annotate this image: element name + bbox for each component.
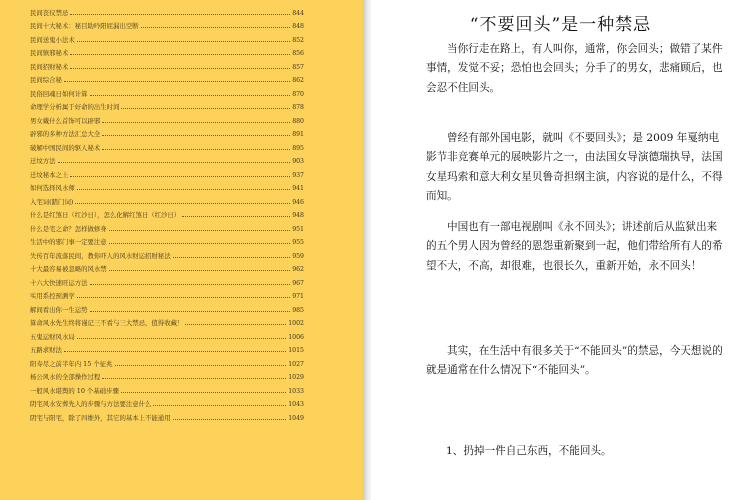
toc-entry-page-number: 844 [292, 9, 304, 17]
toc-entry-title: 民间丧仪禁忌 [30, 8, 69, 17]
toc-entry-page-number: 1015 [288, 347, 304, 354]
article-paragraph: 其实，在生活中有很多关于“不能回头”的禁忌，今天想说的就是通常在什么情况下“不能回头”。 [426, 345, 723, 377]
article-paragraph: 当你行走在路上，有人叫你，通常，你会回头；做错了某件事情，发觉不妥；恐怕也会回头；分手了的男女，悲痛顾后，也会忍不住回头。 [426, 43, 723, 94]
article-title: “不要回头”是一种禁忌 [469, 15, 652, 35]
toc-entry[interactable] [30, 57, 304, 71]
toc-entry-page-number: 857 [292, 63, 304, 71]
toc-entry-page-number: 878 [292, 104, 304, 111]
toc-entry-page-number: 941 [292, 185, 304, 192]
toc-entry[interactable] [30, 98, 304, 112]
toc-entry[interactable] [30, 314, 304, 328]
toc-entry[interactable] [30, 368, 304, 382]
article-paragraph: 曾经有部外国电影，就叫《不要回头》；是 2009 年戛纳电影节非竞赛单元的展映影片之一，由法国女导演德瑞执导，法国女星玛索和意大利女星贝鲁奇担纲主演，内容说的是什么，不得而知。 [426, 132, 723, 203]
toc-entry-title: 杨公风水的全部操作过程 [30, 373, 101, 381]
toc-entry-title: 五鬼运财风水局 [30, 332, 75, 341]
toc-entry-title: 民间综合秘 [30, 76, 62, 84]
toc-entry[interactable] [30, 165, 304, 179]
toc-dot-leader [90, 284, 291, 285]
toc-dot-leader [70, 54, 290, 55]
toc-entry-page-number: 856 [292, 50, 304, 57]
toc-entry[interactable] [30, 408, 304, 422]
table-of-contents [30, 3, 304, 422]
toc-entry-title: 阴宅风水安葬先人的步骤与方法要注意什么 [30, 400, 152, 408]
toc-dot-leader [70, 14, 290, 15]
toc-dot-leader [121, 392, 286, 393]
toc-entry-title: 迁坟方法 [30, 157, 56, 165]
toc-entry-page-number: 1049 [288, 414, 304, 422]
toc-entry-title: 解间看出你一生运势 [30, 305, 88, 314]
toc-dot-leader [102, 122, 290, 123]
toc-entry[interactable] [30, 111, 304, 125]
left-page-toc [0, 0, 363, 500]
toc-entry[interactable] [30, 260, 304, 274]
toc-entry[interactable] [30, 246, 304, 260]
toc-dot-leader [75, 203, 290, 204]
toc-dot-leader [102, 135, 290, 136]
right-page-article [371, 0, 750, 500]
toc-entry-page-number: 1006 [288, 333, 304, 341]
toc-entry-title: 命理学分析属于好命的出生时间 [30, 103, 120, 111]
toc-entry[interactable] [30, 395, 304, 409]
toc-entry-title: 民俗回魂日如何计算 [30, 89, 88, 98]
toc-entry-title: 破解中国民间的驱人秘术 [30, 143, 101, 152]
toc-entry-title: 失传百年流落民间，教你吓人的风水财运招财秘法 [30, 251, 171, 260]
toc-entry-page-number: 1027 [288, 360, 304, 368]
toc-entry-page-number: 880 [292, 117, 304, 125]
toc-dot-leader [90, 311, 291, 312]
toc-dot-leader [70, 176, 290, 177]
toc-entry-page-number: 870 [292, 90, 304, 98]
toc-dot-leader [102, 149, 290, 150]
toc-dot-leader [141, 27, 291, 28]
toc-entry-title: 什么是红煞日（红沙日），怎么化解红煞日（红沙日） [30, 211, 181, 219]
page-gutter [363, 0, 371, 500]
toc-entry-title: 实用系控预测学 [30, 292, 75, 300]
toc-entry-title: 迁坟秘本之上 [30, 170, 69, 179]
toc-dot-leader [109, 270, 291, 271]
toc-entry-page-number: 903 [292, 158, 304, 165]
toc-entry-title: 十大最容易被忽略的风水禁 [30, 265, 107, 273]
toc-entry-page-number: 862 [292, 77, 304, 84]
toc-dot-leader [77, 297, 290, 298]
toc-entry-title: 阴宅与阳宅，除了四维外，其它的基本上不能通用 [30, 413, 171, 422]
toc-entry[interactable] [30, 341, 304, 355]
toc-dot-leader [153, 405, 286, 406]
toc-entry[interactable] [30, 273, 304, 287]
toc-dot-leader [109, 230, 291, 231]
toc-entry-title: 民间送鬼小法术 [30, 35, 75, 44]
toc-entry-page-number: 1043 [288, 401, 304, 408]
toc-dot-leader [102, 378, 286, 379]
toc-dot-leader [173, 257, 291, 258]
toc-entry[interactable] [30, 381, 304, 395]
toc-entry-title: 生活中的邪门事一定要注意 [30, 238, 107, 246]
toc-entry-page-number: 1033 [288, 387, 304, 395]
toc-entry[interactable] [30, 219, 304, 233]
toc-entry-page-number: 1029 [288, 374, 304, 381]
toc-entry-title: 算命风水先生终将谨记三不看与三大禁忌，值得收藏！ [30, 319, 184, 327]
article-list-item: 1、扔掉一件自己东西，不能回头。 [446, 445, 612, 457]
toc-dot-leader [70, 68, 290, 69]
toc-entry-title: 辟邪的多种方法汇总大全 [30, 130, 101, 138]
toc-entry[interactable] [30, 84, 304, 98]
toc-entry[interactable] [30, 192, 304, 206]
toc-dot-leader [115, 365, 287, 366]
toc-entry[interactable] [30, 3, 304, 17]
toc-dot-leader [182, 216, 290, 217]
toc-entry[interactable] [30, 327, 304, 341]
toc-entry-page-number: 951 [292, 225, 304, 233]
toc-dot-leader [64, 351, 286, 352]
toc-dot-leader [90, 95, 291, 96]
toc-dot-leader [121, 108, 290, 109]
toc-entry-page-number: 962 [292, 266, 304, 273]
toc-dot-leader [77, 41, 290, 42]
toc-entry-page-number: 971 [292, 293, 304, 300]
toc-entry-page-number: 852 [292, 36, 304, 44]
toc-entry-title: 五路求财法 [30, 346, 62, 354]
toc-entry-title: 一般风水堪舆的 10 个基础步骤 [30, 386, 119, 395]
toc-entry-title: 什么是宅之命？怎样做修身 [30, 224, 107, 233]
toc-entry-title: 民间十大秘术：秘目助吟阳屁漏出空断 [30, 22, 139, 30]
toc-entry-page-number: 985 [292, 306, 304, 314]
toc-dot-leader [173, 419, 287, 420]
toc-entry-page-number: 948 [292, 212, 304, 219]
toc-entry[interactable] [30, 287, 304, 301]
toc-entry-title: 民间招财秘术 [30, 62, 69, 71]
toc-entry[interactable] [30, 125, 304, 139]
toc-entry[interactable] [30, 300, 304, 314]
toc-entry[interactable] [30, 44, 304, 58]
article-paragraph: 中国也有一部电视剧叫《永不回头》；讲述前后从监狱出来的五个男人因为曾经的恩怨重新聚到一起，他们带给所有人的希望不大，不高，却很难，也很长久，重新开始，永不回头！ [426, 221, 723, 272]
toc-entry-title: 入宅词(踏门词) [30, 197, 74, 206]
toc-entry[interactable] [30, 17, 304, 31]
toc-entry-page-number: 895 [292, 144, 304, 152]
toc-entry-page-number: 1002 [288, 320, 304, 327]
toc-entry-title: 男女戴什么首饰可以辟邪 [30, 116, 101, 125]
toc-entry[interactable] [30, 152, 304, 166]
toc-dot-leader [77, 189, 290, 190]
toc-dot-leader [185, 324, 286, 325]
toc-entry[interactable] [30, 354, 304, 368]
toc-entry[interactable] [30, 179, 304, 193]
toc-entry-page-number: 959 [292, 252, 304, 260]
toc-dot-leader [77, 338, 287, 339]
toc-entry[interactable] [30, 71, 304, 85]
toc-dot-leader [58, 162, 291, 163]
toc-entry-title: 十六大快速旺运方法 [30, 278, 88, 287]
toc-entry[interactable] [30, 30, 304, 44]
toc-entry-page-number: 937 [292, 171, 304, 179]
toc-entry[interactable] [30, 233, 304, 247]
toc-entry[interactable] [30, 206, 304, 220]
toc-entry-page-number: 955 [292, 239, 304, 246]
toc-entry-title: 如何选择风水师 [30, 184, 75, 192]
toc-entry-page-number: 946 [292, 198, 304, 206]
toc-entry-page-number: 967 [292, 279, 304, 287]
toc-entry[interactable] [30, 138, 304, 152]
toc-dot-leader [109, 243, 291, 244]
toc-entry-title: 民间镇邪秘术 [30, 49, 69, 57]
toc-entry-page-number: 848 [292, 23, 304, 30]
toc-dot-leader [64, 81, 290, 82]
toc-entry-page-number: 891 [292, 131, 304, 138]
toc-entry-title: 阳寿尽之前半年内 15 个征兆 [30, 359, 113, 368]
